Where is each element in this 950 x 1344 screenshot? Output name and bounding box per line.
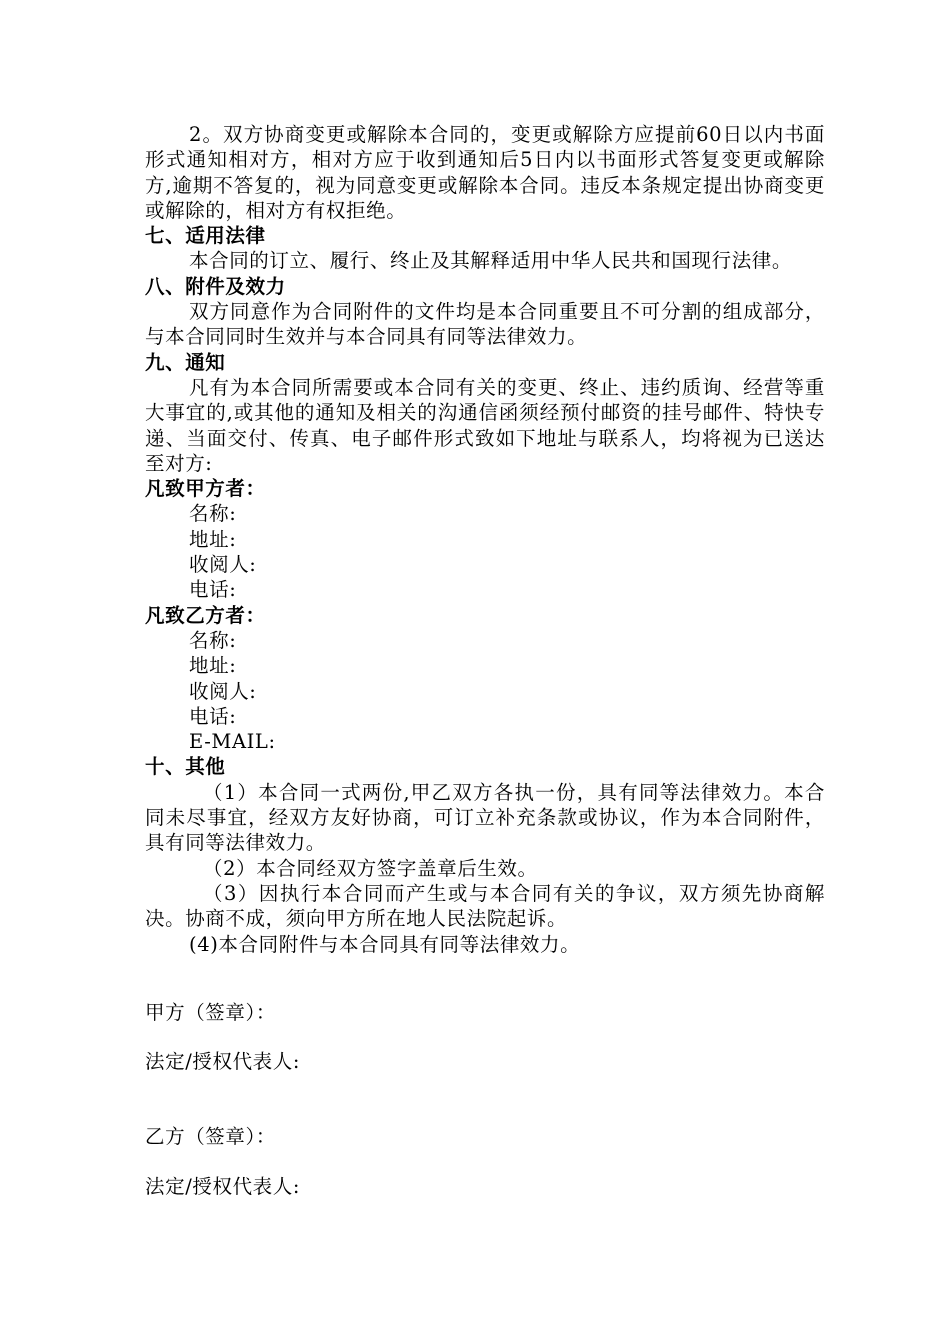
party-b-address-label: 地址:	[189, 654, 237, 678]
party-b-email-label: E-MAIL:	[189, 730, 276, 754]
party-a-notice-heading: 凡致甲方者：	[145, 477, 266, 501]
party-b-notice-heading: 凡致乙方者：	[145, 603, 266, 627]
party-b-name-label: 名称:	[189, 628, 237, 652]
party-a-phone-label: 电话:	[189, 578, 237, 602]
section-10-item-2: （2）本合同经双方签字盖章后生效。	[203, 856, 538, 880]
party-b-phone-label: 电话:	[189, 704, 237, 728]
party-b-rep-label: 法定/授权代表人:	[145, 1175, 301, 1198]
party-a-address-label: 地址:	[189, 527, 237, 551]
section-9-body: 凡有为本合同所需要或本合同有关的变更、终止、违约质询、经营等重大事宜的,或其他的通知及相关的沟通信函须经预付邮资的挂号邮件、特快专递、当面交付、传真、电子邮件形式致如下地址与联系人，均将视为已送达至对方:	[145, 375, 825, 475]
section-10-heading: 十、其他	[145, 755, 226, 779]
clause-6-item-2: 2。双方协商变更或解除本合同的，变更或解除方应提前60日以内书面形式通知相对方，相对方应于收到通知后5日内以书面形式答复变更或解除方,逾期不答复的，视为同意变更或解除本合同。违反本条规定提出协商变更或解除的，相对方有权拒绝。	[145, 123, 825, 222]
party-b-seal-label: 乙方（签章）：	[145, 1125, 276, 1148]
contract-page	[145, 122, 825, 1198]
section-8-heading: 八、附件及效力	[145, 274, 286, 298]
party-a-name-label: 名称:	[189, 502, 237, 526]
section-10-item-1: （1）本合同一式两份,甲乙双方各执一份，具有同等法律效力。本合同未尽事宜，经双方友好协商，可订立补充条款或协议，作为本合同附件，具有同等法律效力。	[145, 780, 825, 855]
party-a-rep-label: 法定/授权代表人:	[145, 1050, 301, 1073]
section-10-item-4: (4)本合同附件与本合同具有同等法律效力。	[189, 932, 581, 956]
section-7-body: 本合同的订立、履行、终止及其解释适用中华人民共和国现行法律。	[189, 249, 793, 273]
section-8-body: 双方同意作为合同附件的文件均是本合同重要且不可分割的组成部分，与本合同同时生效并与本合同具有同等法律效力。	[145, 300, 825, 349]
section-7-heading: 七、适用法律	[145, 224, 266, 248]
party-b-recipient-label: 收阅人:	[189, 679, 257, 703]
section-9-heading: 九、通知	[145, 350, 226, 374]
party-a-recipient-label: 收阅人:	[189, 553, 257, 577]
party-a-seal-label: 甲方（签章）：	[145, 1001, 276, 1024]
section-10-item-3: （3）因执行本合同而产生或与本合同有关的争议，双方须先协商解决。协商不成，须向甲方所在地人民法院起诉。	[145, 881, 825, 931]
